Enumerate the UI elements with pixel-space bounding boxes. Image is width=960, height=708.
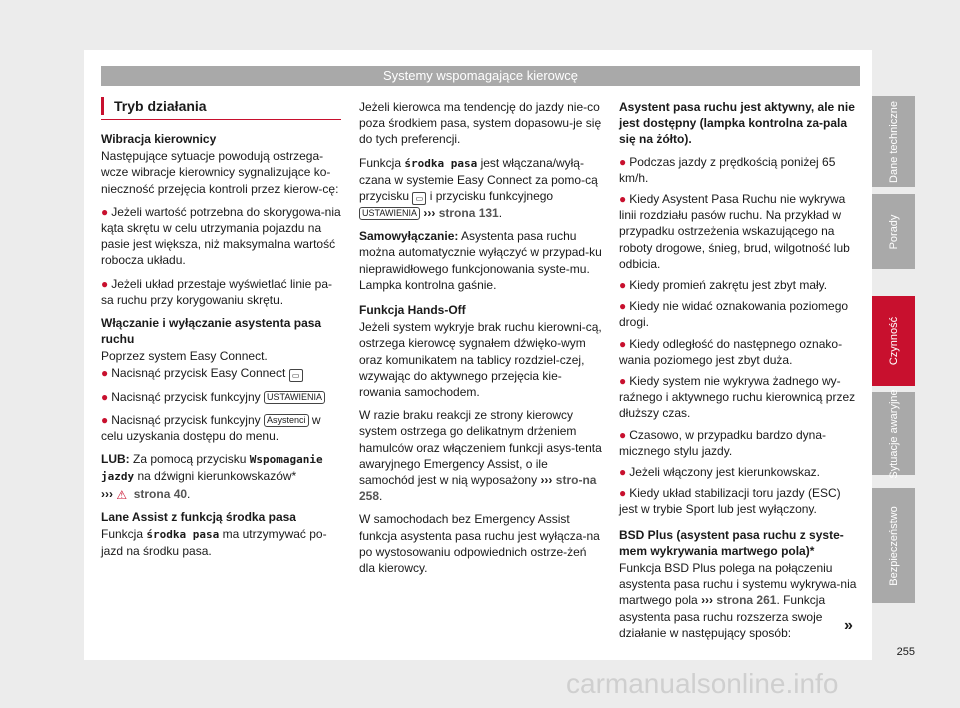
lub-label: LUB: — [101, 452, 130, 467]
paragraph: Funkcja środka pasa jest włączana/wyłą-czana w systemie Easy Connect za pomo-cą przycisku ▭ i przycisku funkcyjnego USTAWIENIA ››› strona 131. — [359, 155, 598, 221]
bullet-icon: ● — [101, 389, 109, 404]
text: Funkcja — [359, 155, 402, 170]
list-item — [101, 204, 344, 269]
bullet-icon: ● — [101, 365, 109, 380]
list-item-text: Czasowo, w przypadku bardzo dyna-micznego stylu jazdy. — [619, 427, 827, 458]
paragraph: Poprzez system Easy Connect. — [101, 349, 268, 364]
list-item-text: Jeżeli wartość potrzebna do skorygowa-nia kąta skrętu w celu utrzymania pojazdu na pasie jest większa, niż maksymalna wartość robocza układu. — [101, 204, 341, 268]
page-header: Systemy wspomagające kierowcę — [101, 66, 860, 86]
list-item — [101, 365, 344, 382]
list-item — [619, 373, 862, 422]
page-reference-link[interactable]: strona 131 — [438, 206, 499, 221]
list-item — [619, 485, 862, 517]
list-item-text: Kiedy odległość do następnego oznako-wania poziomego jest zbyt duża. — [619, 336, 843, 367]
reference-arrow: ››› — [540, 473, 553, 488]
car-menu-icon: ▭ — [412, 192, 426, 205]
list-item — [101, 412, 344, 444]
list-item — [619, 298, 862, 330]
page-reference-link[interactable]: stro-na 258 — [359, 473, 597, 504]
paragraph: Następujące sytuacje powodują ostrzega-wcze wibracje kierownicy sygnalizujące ko-nieczność przejęcia kontroli przez kierow-cę: — [101, 149, 339, 196]
list-item — [619, 154, 862, 186]
text: Asystenta pasa ruchu można automatycznie wyłączyć w przypad-ku nieprawidłowego funkcjonowania syste-mu. Lampka kontrolna gaśnie. — [359, 229, 602, 292]
bullet-icon: ● — [619, 374, 627, 389]
list-item — [619, 464, 862, 480]
button-name: Wspomaganie jazdy — [101, 453, 323, 484]
key-asystenci: Asystenci — [264, 414, 309, 427]
paragraph: W samochodach bez Emergency Assist funkcja asystenta pasa ruchu jest wyłącza-na po wystosowaniu odpowiednich ostrze-żeń dla kierowcy. — [359, 512, 600, 576]
function-name: środka pasa — [146, 528, 220, 542]
section-title-rule — [101, 119, 341, 120]
text: Funkcja — [101, 527, 144, 542]
list-item — [101, 276, 344, 308]
list-item-text: Jeżeli włączony jest kierunkowskaz. — [629, 465, 820, 480]
list-item-text: Kiedy układ stabilizacji toru jazdy (ESC) jest w trybie Sport lub jest wyłączony. — [619, 486, 841, 517]
list-item-text: Podczas jazdy z prędkością poniżej 65 km/h. — [619, 154, 836, 185]
continuation-mark: » — [844, 617, 853, 634]
list-item — [619, 191, 862, 272]
section-title: Tryb działania — [101, 97, 354, 115]
text: na dźwigni kierunkowskazów* — [137, 469, 297, 484]
heading-wlaczanie: Włączanie i wyłączanie asystenta pasa ruchu — [101, 316, 322, 347]
reference-arrow: ››› — [101, 486, 113, 501]
text: Funkcja BSD Plus polega na połączeniu asystenta pasa ruchu i systemu wykrywa-nia martwego pola — [619, 561, 857, 608]
tab-porady[interactable] — [872, 194, 915, 269]
list-item-text: Jeżeli układ przestaje wyświetlać linie pa-sa ruchu przy korygowaniu skrętu. — [101, 276, 333, 307]
bullet-icon: ● — [101, 412, 109, 427]
list-item-text: w celu uzyskania dostępu do menu. — [101, 412, 321, 444]
reference-arrow: ››› — [701, 593, 714, 608]
watermark: carmanualsonline.info — [566, 668, 839, 699]
text: W razie braku reakcji ze strony kierowcy system ostrzega go delikatnym drżeniem hamulców oraz włączeniem funkcji asys-tenta awaryjnego Emergency Assist, o ile samochód jest w nią wyposażony — [359, 408, 602, 488]
list-item-text: Nacisnąć przycisk funkcyjny — [111, 412, 261, 427]
book-warning-icon: ⚠ — [116, 487, 128, 502]
tab-sytuacje-awaryjne[interactable] — [872, 388, 915, 479]
paragraph: W razie braku reakcji ze strony kierowcy system ostrzega go delikatnym drżeniem hamulców oraz włączeniem funkcji asys-tenta awaryjnego Emergency Assist, o ile samochód jest w nią wyposażony ››› stro-na 258. — [359, 408, 602, 504]
bullet-icon: ● — [619, 427, 627, 442]
list-item — [101, 389, 344, 405]
bullet-icon: ● — [619, 299, 627, 314]
column-1 — [101, 131, 344, 566]
heading-lane-assist: Lane Assist z funkcją środka pasa — [101, 509, 296, 524]
heading-active-not-available: Asystent pasa ruchu jest aktywny, ale nie jest dostępny (lampka kontrolna za-pala się na żółto). — [619, 100, 855, 147]
paragraph — [619, 560, 862, 641]
text: i przycisku funkcyjnego — [429, 189, 554, 204]
text: jest włączana/wyłą-czana w systemie Easy Connect za pomo-cą przycisku — [359, 155, 598, 204]
tab-label: Porady — [887, 214, 900, 249]
tab-label: Bezpieczeństwo — [887, 505, 900, 586]
tab-label: Dane techniczne — [887, 100, 900, 183]
text: ma utrzymywać po-jazd na środku pasa. — [101, 527, 327, 559]
paragraph — [359, 228, 602, 293]
list-item — [619, 427, 862, 459]
bullet-icon: ● — [619, 192, 627, 207]
function-name: środka pasa — [404, 156, 478, 170]
list-item — [619, 336, 862, 368]
page-number: 255 — [896, 646, 915, 658]
key-ustawienia: USTAWIENIA — [264, 391, 325, 404]
bullet-icon: ● — [619, 278, 627, 293]
tab-czynnosc[interactable] — [872, 296, 915, 386]
bullet-icon: ● — [101, 204, 109, 219]
tab-label: Czynność — [887, 316, 900, 366]
bullet-icon: ● — [101, 276, 109, 291]
page-reference-link[interactable]: strona 261 — [716, 593, 777, 608]
list-item-text: Kiedy nie widać oznakowania poziomego drogi. — [619, 299, 849, 330]
tab-label: Sytuacje awaryjne — [887, 388, 900, 479]
list-item — [619, 277, 862, 293]
heading-bsd-plus: BSD Plus (asystent pasa ruchu z syste-mem wykrywania martwego pola)* — [619, 527, 844, 558]
tab-bezpieczenstwo[interactable] — [872, 488, 915, 603]
car-menu-icon: ▭ — [289, 369, 303, 382]
tab-dane-techniczne[interactable] — [872, 96, 915, 187]
bullet-icon: ● — [619, 154, 627, 169]
key-ustawienia: USTAWIENIA — [359, 207, 420, 220]
page-reference-link[interactable]: strona 40 — [133, 486, 188, 501]
list-item-text: Kiedy promień zakrętu jest zbyt mały. — [629, 278, 828, 293]
bullet-icon: ● — [619, 336, 627, 351]
bullet-icon: ● — [619, 486, 627, 501]
text: . Funkcja asystenta pasa ruchu rozszerza swoje działanie w następujący sposób: — [619, 593, 826, 640]
text: Za pomocą przycisku — [133, 452, 247, 467]
paragraph-lub: LUB: Za pomocą przycisku Wspomaganie jazdy na dźwigni kierunkowskazów* ››› ⚠ strona 40. — [101, 452, 323, 502]
paragraph — [101, 526, 344, 559]
samo-label: Samowyłączanie: — [359, 229, 459, 244]
list-item-text: Kiedy Asystent Pasa Ruchu nie wykrywa linii rozdziału pasów ruchu. Na przykład w przypadku ostrzeżenia wskazującego na roboty drogowe, śnieg, brud, wilgotność lub odbicia. — [619, 192, 850, 271]
bullet-list — [619, 154, 862, 518]
heading-hands-off: Funkcja Hands-Off — [359, 303, 466, 318]
bullet-icon: ● — [619, 465, 627, 480]
paragraph: Jeżeli system wykryje brak ruchu kierowni-cą, ostrzega kierowcę sygnałem dźwięko-wym oraz komunikatem na tablicy rozdziel-czej, wzywając do aktywnego przejęcia kie-rowania samochodem. — [359, 320, 602, 400]
reference-arrow: ››› — [423, 206, 436, 221]
column-2 — [359, 99, 602, 583]
list-item-text: Nacisnąć przycisk Easy Connect — [111, 365, 286, 380]
column-3 — [619, 99, 862, 648]
list-item-text: Nacisnąć przycisk funkcyjny — [111, 389, 261, 404]
list-item-text: Kiedy system nie wykrywa żadnego wy-raźnego i aktywnego ruchu kierownicą przez dłuższy czas. — [619, 374, 856, 421]
paragraph: Jeżeli kierowca ma tendencję do jazdy nie-co poza środkiem pasa, system dopasowu-je się do tych preferencji. — [359, 100, 602, 147]
heading-wibracja: Wibracja kierownicy — [101, 132, 217, 146]
